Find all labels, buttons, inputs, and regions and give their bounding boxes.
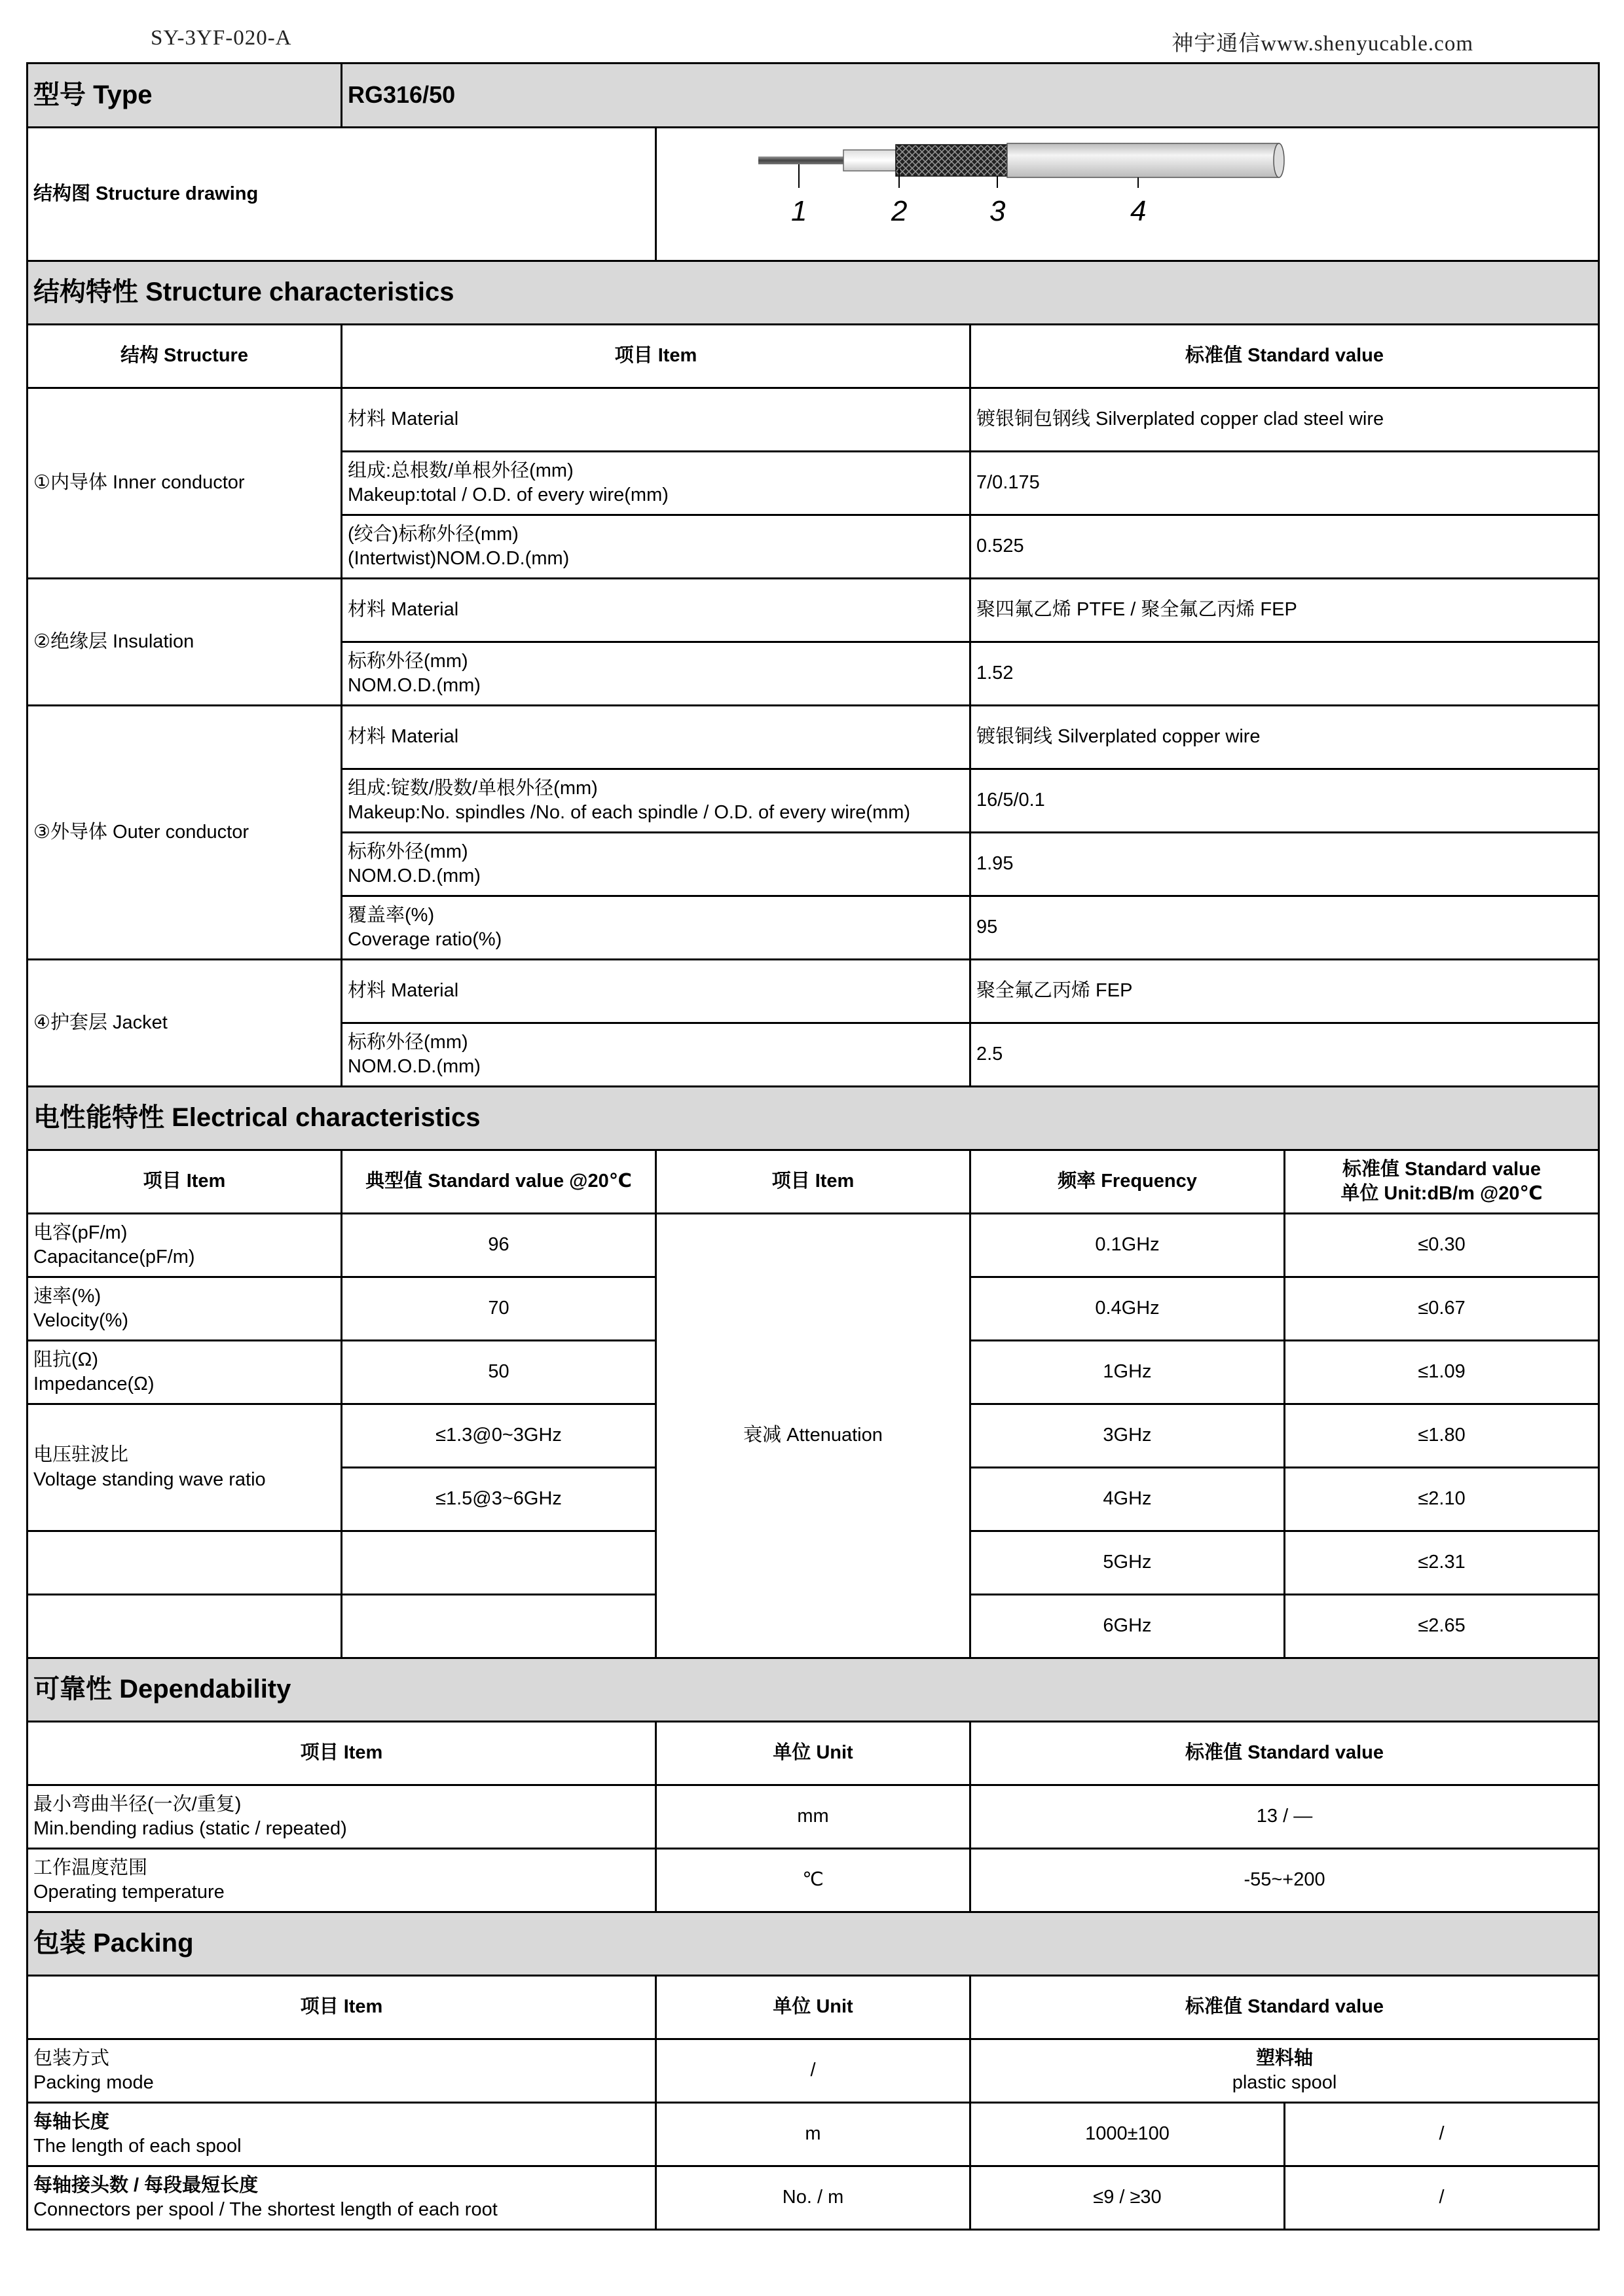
value-cell: ≤9 / ≥30 <box>970 2166 1285 2230</box>
table-row <box>28 2166 1599 2230</box>
value-cell: 镀银铜包钢线 Silverplated copper clad steel wire <box>970 388 1599 452</box>
velocity-value: 70 <box>342 1277 656 1341</box>
jacket-label: ④护套层 Jacket <box>28 960 342 1087</box>
value-cell: / <box>1285 2166 1599 2230</box>
velocity-label: 速率(%) Velocity(%) <box>28 1277 342 1341</box>
value-cell: 1000±100 <box>970 2103 1285 2166</box>
empty-cell <box>342 1531 656 1595</box>
col-typical-value: 典型值 Standard value @20℃ <box>342 1150 656 1214</box>
attenuation-value: ≤0.30 <box>1285 1214 1599 1277</box>
document-code: SY-3YF-020-A <box>151 26 292 50</box>
vswr-value-1: ≤1.3@0~3GHz <box>342 1404 656 1468</box>
empty-cell <box>28 1595 342 1658</box>
item-cell: 标称外径(mm) NOM.O.D.(mm) <box>342 833 970 896</box>
value-cell: 95 <box>970 896 1599 960</box>
value-cell: 镀银铜线 Silverplated copper wire <box>970 706 1599 769</box>
packing-column-headers <box>28 1976 1599 2039</box>
col-standard-value: 标准值 Standard value <box>970 1722 1599 1785</box>
unit-cell: No. / m <box>656 2166 970 2230</box>
impedance-value: 50 <box>342 1341 656 1404</box>
drawing-number-2: 2 <box>891 194 908 227</box>
item-cell: 材料 Material <box>342 388 970 452</box>
packing-title: 包装 Packing <box>28 1912 1599 1976</box>
unit-cell: / <box>656 2039 970 2103</box>
value-cell: 1.52 <box>970 642 1599 706</box>
value-cell: / <box>1285 2103 1599 2166</box>
company-website: 神宇通信www.shenyucable.com <box>1172 32 1473 56</box>
vswr-label: 电压驻波比 Voltage standing wave ratio <box>28 1404 342 1531</box>
value-cell: -55~+200 <box>970 1849 1599 1912</box>
vswr-value-2: ≤1.5@3~6GHz <box>342 1468 656 1531</box>
drawing-row <box>28 128 1599 261</box>
dependability-column-headers <box>28 1722 1599 1785</box>
item-cell: 标称外径(mm) NOM.O.D.(mm) <box>342 642 970 706</box>
dependability-title: 可靠性 Dependability <box>28 1658 1599 1722</box>
structure-title: 结构特性 Structure characteristics <box>28 261 1599 325</box>
item-cell: (绞合)标称外径(mm) (Intertwist)NOM.O.D.(mm) <box>342 515 970 579</box>
bending-radius-label: 最小弯曲半径(一次/重复) Min.bending radius (static / repeated) <box>28 1785 656 1849</box>
drawing-number-1: 1 <box>791 194 807 227</box>
col-item: 项目 Item <box>342 325 970 388</box>
operating-temperature-label: 工作温度范围 Operating temperature <box>28 1849 656 1912</box>
col-item: 项目 Item <box>28 1722 656 1785</box>
col-standard-value: 标准值 Standard value <box>970 1976 1599 2039</box>
drawing-label: 结构图 Structure drawing <box>28 128 656 261</box>
spec-sheet-table <box>26 62 1600 2231</box>
empty-cell <box>342 1595 656 1658</box>
value-cell: 聚全氟乙丙烯 FEP <box>970 960 1599 1023</box>
unit-cell: mm <box>656 1785 970 1849</box>
value-cell: 聚四氟乙烯 PTFE / 聚全氟乙丙烯 FEP <box>970 579 1599 642</box>
cable-illustration <box>657 129 1599 260</box>
value-cell: 塑料轴 plastic spool <box>970 2039 1599 2103</box>
cable-structure-drawing <box>656 128 1599 261</box>
table-row <box>28 2039 1599 2103</box>
value-cell: 16/5/0.1 <box>970 769 1599 833</box>
table-row <box>28 579 1599 642</box>
item-cell: 材料 Material <box>342 579 970 642</box>
frequency-cell: 1GHz <box>970 1341 1285 1404</box>
col-structure: 结构 Structure <box>28 325 342 388</box>
drawing-number-4: 4 <box>1130 194 1147 227</box>
value-cell: 1.95 <box>970 833 1599 896</box>
electrical-section-header <box>28 1087 1599 1150</box>
col-unit: 单位 Unit <box>656 1976 970 2039</box>
insulation-icon <box>843 150 896 171</box>
attenuation-value: ≤2.65 <box>1285 1595 1599 1658</box>
connectors-label: 每轴接头数 / 每段最短长度 Connectors per spool / The shortest length of each root <box>28 2166 656 2230</box>
structure-column-headers <box>28 325 1599 388</box>
type-label: 型号 Type <box>28 64 342 128</box>
table-row <box>28 960 1599 1023</box>
frequency-cell: 0.4GHz <box>970 1277 1285 1341</box>
packing-mode-label: 包装方式 Packing mode <box>28 2039 656 2103</box>
item-cell: 材料 Material <box>342 706 970 769</box>
outer-braid-icon <box>896 145 1007 176</box>
item-cell: 覆盖率(%) Coverage ratio(%) <box>342 896 970 960</box>
attenuation-value: ≤0.67 <box>1285 1277 1599 1341</box>
frequency-cell: 3GHz <box>970 1404 1285 1468</box>
frequency-cell: 5GHz <box>970 1531 1285 1595</box>
value-cell: 7/0.175 <box>970 452 1599 515</box>
attenuation-label: 衰减 Attenuation <box>656 1214 970 1658</box>
frequency-cell: 0.1GHz <box>970 1214 1285 1277</box>
attenuation-value: ≤1.09 <box>1285 1341 1599 1404</box>
dependability-section-header <box>28 1658 1599 1722</box>
insulation-label: ②绝缘层 Insulation <box>28 579 342 706</box>
frequency-cell: 4GHz <box>970 1468 1285 1531</box>
col-standard-value: 标准值 Standard value <box>970 325 1599 388</box>
col-standard-value-unit: 标准值 Standard value 单位 Unit:dB/m @20℃ <box>1285 1150 1599 1214</box>
item-cell: 组成:锭数/股数/单根外径(mm) Makeup:No. spindles /No. of each spindle / O.D. of every wire(mm) <box>342 769 970 833</box>
item-cell: 标称外径(mm) NOM.O.D.(mm) <box>342 1023 970 1087</box>
table-row <box>28 1214 1599 1277</box>
inner-conductor-label: ①内导体 Inner conductor <box>28 388 342 579</box>
inner-conductor-icon <box>758 156 850 164</box>
electrical-title: 电性能特性 Electrical characteristics <box>28 1087 1599 1150</box>
col-item: 项目 Item <box>28 1976 656 2039</box>
attenuation-value: ≤1.80 <box>1285 1404 1599 1468</box>
value-cell: 13 / — <box>970 1785 1599 1849</box>
table-row <box>28 2103 1599 2166</box>
spool-length-label: 每轴长度 The length of each spool <box>28 2103 656 2166</box>
frequency-cell: 6GHz <box>970 1595 1285 1658</box>
type-row <box>28 64 1599 128</box>
item-cell: 组成:总根数/单根外径(mm) Makeup:total / O.D. of every wire(mm) <box>342 452 970 515</box>
empty-cell <box>28 1531 342 1595</box>
type-value: RG316/50 <box>342 64 1599 128</box>
packing-section-header <box>28 1912 1599 1976</box>
col-item-attenuation: 项目 Item <box>656 1150 970 1214</box>
attenuation-value: ≤2.10 <box>1285 1468 1599 1531</box>
table-row <box>28 388 1599 452</box>
table-row <box>28 1849 1599 1912</box>
col-frequency: 频率 Frequency <box>970 1150 1285 1214</box>
table-row <box>28 706 1599 769</box>
jacket-icon <box>1007 143 1284 177</box>
impedance-label: 阻抗(Ω) Impedance(Ω) <box>28 1341 342 1404</box>
capacitance-label: 电容(pF/m) Capacitance(pF/m) <box>28 1214 342 1277</box>
capacitance-value: 96 <box>342 1214 656 1277</box>
structure-section-header <box>28 261 1599 325</box>
electrical-column-headers <box>28 1150 1599 1214</box>
item-cell: 材料 Material <box>342 960 970 1023</box>
unit-cell: ℃ <box>656 1849 970 1912</box>
attenuation-value: ≤2.31 <box>1285 1531 1599 1595</box>
value-cell: 2.5 <box>970 1023 1599 1087</box>
col-unit: 单位 Unit <box>656 1722 970 1785</box>
unit-cell: m <box>656 2103 970 2166</box>
drawing-number-3: 3 <box>989 194 1006 227</box>
value-cell: 0.525 <box>970 515 1599 579</box>
table-row <box>28 1785 1599 1849</box>
col-item: 项目 Item <box>28 1150 342 1214</box>
outer-conductor-label: ③外导体 Outer conductor <box>28 706 342 960</box>
